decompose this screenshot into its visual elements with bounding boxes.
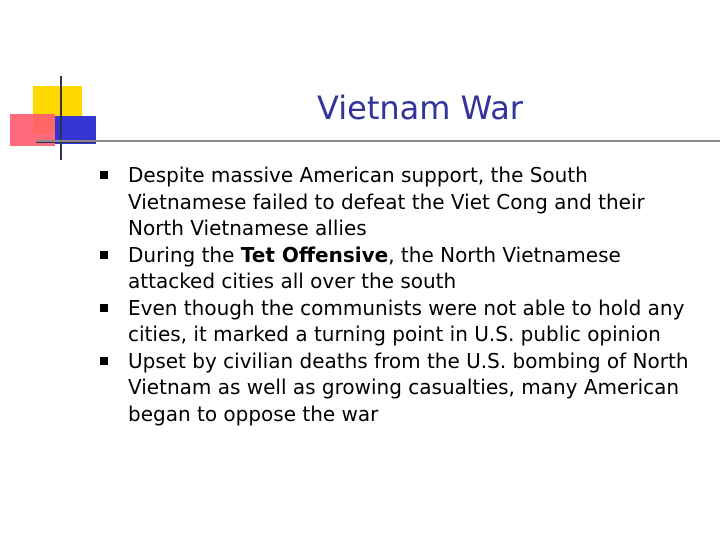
bullet-item [96,162,696,242]
square-bullet-icon [100,171,108,179]
square-bullet-icon [100,357,108,365]
bullet-item [96,295,696,348]
bullet-text-bold: Tet Offensive [240,242,389,267]
bullet-text: Upset by civilian deaths from the U.S. bombing of North Vietnam as well as growing casualties, many American began to oppose the war [128,348,689,426]
bullet-item [96,348,696,428]
slide-title: Vietnam War [317,89,523,127]
bullet-text: During the [128,242,241,267]
square-bullet-icon [100,304,108,312]
bullet-text: Even though the communists were not able to hold any cities, it marked a turning point in U.S. public opinion [128,295,685,346]
square-bullet-icon [100,251,108,259]
title-divider-line [36,140,720,142]
decor-dark-line [36,142,94,143]
bullet-item [96,242,696,295]
bullet-text: Despite massive American support, the South Vietnamese failed to defeat the Viet Cong and their North Vietnamese allies [128,163,645,240]
bullet-list [96,162,696,427]
decor-vertical-line [60,76,62,160]
bullet-text: , the North Vietnamese attacked cities all over the south [128,242,621,293]
